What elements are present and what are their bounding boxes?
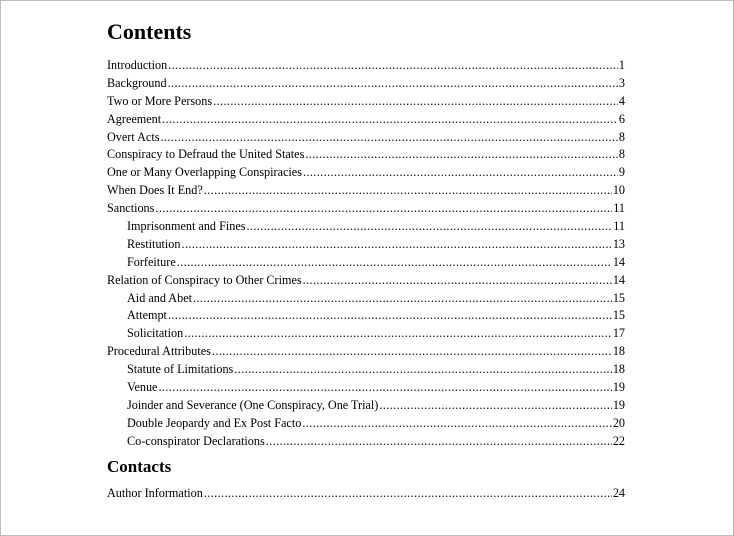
toc-entry[interactable] — [107, 307, 625, 325]
dot-leader — [303, 164, 618, 182]
toc-entry-label: Two or More Persons — [107, 93, 213, 108]
toc-entry[interactable] — [107, 200, 625, 218]
dot-leader — [162, 111, 618, 129]
dot-leader — [155, 200, 612, 218]
dot-leader — [305, 146, 618, 164]
toc-entry-page-number: 15 — [612, 308, 625, 323]
dot-leader — [266, 433, 612, 451]
dot-leader — [379, 397, 611, 415]
toc-entry-label: Procedural Attributes — [107, 344, 211, 359]
toc-entry-page-number: 10 — [612, 183, 625, 198]
toc-entry-page-number: 24 — [612, 486, 625, 500]
dot-leader — [234, 361, 612, 379]
dot-leader — [246, 218, 612, 236]
toc-entry-page-number: 19 — [612, 380, 625, 395]
toc-entry-label: Restitution — [127, 236, 181, 251]
toc-entry-page-number: 1 — [618, 58, 625, 72]
toc-entry-page-number: 13 — [612, 236, 625, 251]
toc-entry[interactable] — [107, 290, 625, 308]
toc-entry-page-number: 11 — [613, 219, 625, 234]
toc-entry[interactable] — [107, 325, 625, 343]
toc-entry-label: Introduction — [107, 58, 168, 72]
toc-entry[interactable] — [107, 146, 625, 164]
dot-leader — [168, 75, 618, 93]
toc-entry[interactable] — [107, 361, 625, 379]
toc-entry-label: Imprisonment and Fines — [127, 219, 246, 234]
dot-leader — [204, 485, 612, 503]
toc-entry-label: Joinder and Severance (One Conspiracy, One Trial) — [127, 397, 379, 412]
toc-entry-label: Attempt — [127, 308, 167, 323]
toc-entry[interactable] — [107, 254, 625, 272]
toc-entry[interactable] — [107, 272, 625, 290]
contacts-heading: Contacts — [107, 457, 172, 476]
toc-entry[interactable] — [107, 397, 625, 415]
toc-entry-page-number: 9 — [618, 165, 625, 180]
toc-entry-label: Conspiracy to Defraud the United States — [107, 147, 305, 162]
toc-entry-page-number: 20 — [612, 415, 625, 430]
dot-leader — [158, 379, 611, 397]
toc-entry[interactable] — [107, 129, 625, 147]
dot-leader — [184, 325, 612, 343]
toc-entry-label: One or Many Overlapping Conspiracies — [107, 165, 302, 180]
toc-entry-page-number: 14 — [612, 254, 625, 269]
toc-entry[interactable] — [107, 218, 625, 236]
dot-leader — [177, 254, 612, 272]
toc-entry-label: When Does It End? — [107, 183, 203, 198]
toc-entry-label: Agreement — [107, 111, 162, 126]
contents-heading: Contents — [107, 19, 192, 44]
toc-entry-label: Sanctions — [107, 201, 155, 216]
toc-entry-page-number: 8 — [618, 147, 625, 162]
toc-entry-label: Relation of Conspiracy to Other Crimes — [107, 272, 302, 287]
toc-entry-page-number: 18 — [612, 362, 625, 377]
toc-entry-page-number: 22 — [612, 433, 625, 448]
toc-entry-label: Statute of Limitations — [127, 362, 234, 377]
toc-entry-page-number: 17 — [612, 326, 625, 341]
toc-entry-label: Overt Acts — [107, 129, 160, 144]
dot-leader — [168, 57, 618, 75]
toc-entry-page-number: 14 — [612, 272, 625, 287]
toc-entry-label: Double Jeopardy and Ex Post Facto — [127, 415, 302, 430]
toc-entry-page-number: 6 — [618, 111, 625, 126]
toc-entry-page-number: 18 — [612, 344, 625, 359]
dot-leader — [168, 307, 612, 325]
toc-entry[interactable] — [107, 93, 625, 111]
toc-entry-label: Background — [107, 75, 167, 90]
toc-entry-page-number: 4 — [618, 93, 625, 108]
contacts-list — [107, 485, 625, 503]
toc-entry-label: Co-conspirator Declarations — [127, 433, 265, 448]
toc-entry[interactable] — [107, 75, 625, 93]
toc-entry-label: Solicitation — [127, 326, 184, 341]
toc-entry-label: Forfeiture — [127, 254, 176, 269]
dot-leader — [182, 236, 612, 254]
dot-leader — [303, 272, 612, 290]
toc-entry[interactable] — [107, 343, 625, 361]
table-of-contents — [107, 57, 625, 451]
toc-entry-label: Venue — [127, 380, 158, 395]
toc-entry-page-number: 3 — [618, 75, 625, 90]
dot-leader — [193, 290, 612, 308]
toc-entry[interactable] — [107, 236, 625, 254]
toc-entry[interactable] — [107, 57, 625, 75]
toc-entry[interactable] — [107, 415, 625, 433]
toc-entry-label: Aid and Abet — [127, 290, 192, 305]
dot-leader — [160, 129, 617, 147]
toc-entry-page-number: 15 — [612, 290, 625, 305]
toc-entry-label: Author Information — [107, 486, 203, 500]
toc-entry[interactable] — [107, 111, 625, 129]
dot-leader — [213, 93, 618, 111]
toc-entry[interactable] — [107, 433, 625, 451]
toc-entry-page-number: 11 — [613, 201, 625, 216]
toc-entry[interactable] — [107, 379, 625, 397]
toc-entry[interactable] — [107, 485, 625, 503]
dot-leader — [302, 415, 611, 433]
toc-entry[interactable] — [107, 182, 625, 200]
dot-leader — [212, 343, 612, 361]
toc-entry-page-number: 8 — [618, 129, 625, 144]
toc-entry[interactable] — [107, 164, 625, 182]
dot-leader — [204, 182, 612, 200]
toc-entry-page-number: 19 — [612, 397, 625, 412]
